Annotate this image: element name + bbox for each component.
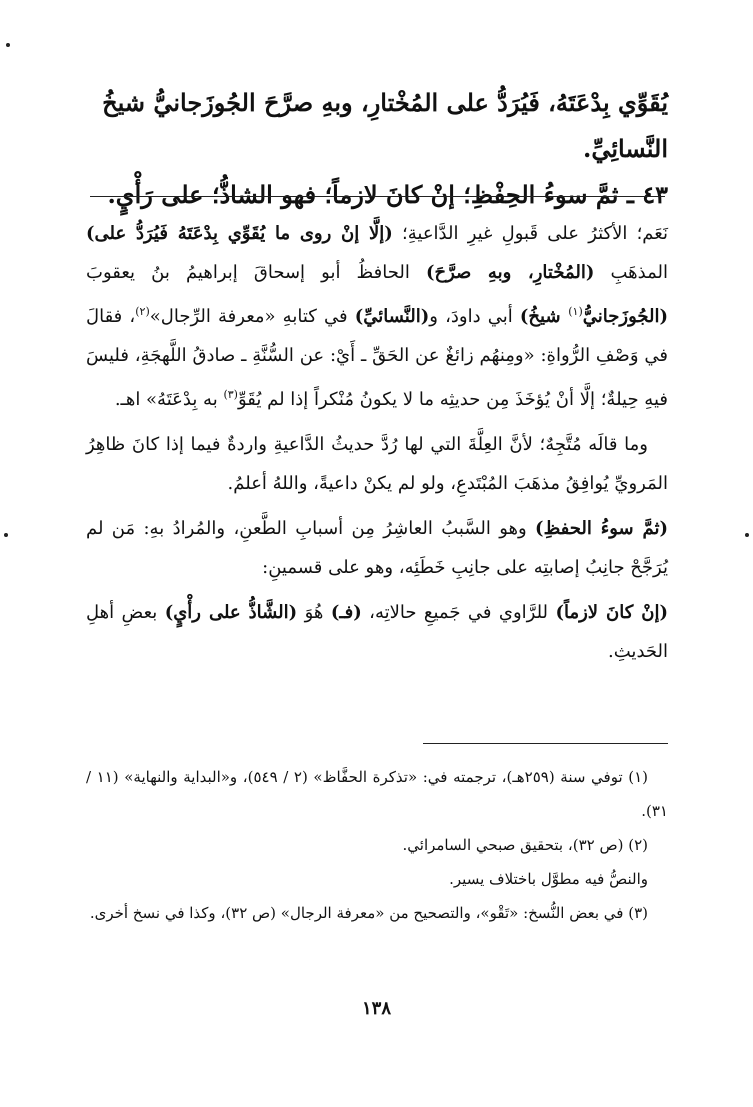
bold-matn-quote: (المُخْتارِ، وبهِ صرَّحَ) [425,262,595,283]
commentary-paragraph-1 [86,214,668,419]
page-number: ١٣٨ [361,998,391,1019]
footnote-2: (٢) (ص ٣٢)، بتحقيق صبحي السامرائي. [402,836,648,854]
footnote-3: (٣) في بعض النُّسخ: «تَقْو»، والتصحيح من «معرفة الرجال» (ص ٣٢)، وكذا في نسخ أخرى. [89,904,648,922]
commentary-paragraph-3 [86,509,668,587]
margin-mark [6,43,10,47]
bold-matn-quote: (إنْ كانَ لازماً) [555,602,668,623]
footnote-1: (١) توفي سنة (٢٥٩هـ)، ترجمته في: «تذكرة الحفَّاظ» (٢ / ٥٤٩)، و«البداية والنهاية» (١١ / ٣١). [86,768,668,820]
commentary-run: وهو السَّببُ العاشِرُ مِن أسبابِ الطَّعنِ، والمُرادُ بهِ: مَن لم يُرَجَّحْ جانِبُ إصابتِه على جانِبِ خَطَئِه، وهو على قسمينِ: [86,518,668,578]
commentary-run: المذهَبِ [594,262,668,283]
bold-matn-quote: (ثمَّ سوءُ الحفظِ) [535,518,668,539]
commentary-run: ، فقالَ في وَصْفِ الرُّواةِ: «ومِنهُم زائغٌ عن الحَقِّ ـ أَيْ: عن السُّنَّةِ ـ صادقُ اللَّهجَةِ، فليسَ فيهِ حِيلةٌ؛ إلَّا أنْ يُؤخَذَ مِن حديثِه ما لا يكونُ مُنْكراً إذا لم يُقَوِّ [86,306,668,410]
footnote-ref: (٢) [135,305,150,318]
commentary-paragraph-4 [86,593,668,671]
bold-matn-quote: (الشَّاذُّ على رأْيٍ) [164,602,298,623]
matn-text [78,80,668,218]
matn-line-2: ٤٣ ـ ثمَّ سوءُ الحِفْظِ؛ إنْ كانَ لازماً؛ فهو الشاذُّ؛ على رَأْيٍ. [107,180,668,209]
bold-matn-quote: شيخُ) [519,306,569,327]
footnote-divider [423,743,668,744]
footnote-ref: (١) [568,305,583,318]
commentary-run: الحافظُ أبو إسحاقَ إبراهيمُ بنُ يعقوبَ [86,262,426,283]
commentary-run: نَعَم؛ الأكثرُ على قَبولِ غيرِ الدَّاعيةِ؛ [392,223,668,244]
footnotes [86,760,668,930]
bold-matn-quote: (فـ) [330,602,362,623]
commentary-paragraph-2: وما قالَه مُتَّجِهٌ؛ لأنَّ العِلَّةَ التي لها رُدَّ حديثُ الدَّاعيةِ واردةٌ فيما إذا كانَ ظاهِرُ المَرويِّ يُوافِقُ مذهَبَ المُبْتَدعِ، ولو لم يكنْ داعيةً، واللهُ أعلمُ. [86,434,668,494]
matn-line-1: يُقَوِّي بِدْعَتَهُ، فَيُرَدُّ على المُخْتارِ، وبهِ صرَّحَ الجُوزَجانيُّ شيخُ النَّسائِيِّ. [102,88,668,163]
commentary [86,214,668,677]
matn-divider [90,196,665,197]
margin-mark [745,533,749,537]
commentary-run: به بِدْعَتَهُ» اهـ. [114,389,224,410]
bold-matn-quote: (إلَّا إنْ روى ما يُقَوِّي بِدْعَتَهُ فَيُرَدُّ على) [86,223,393,244]
commentary-run: للرَّاوي في جَميعِ حالاتِه، [361,602,556,623]
commentary-run: في كتابهِ «معرفة الرِّجال» [149,306,355,327]
bold-matn-quote: (الجُوزَجانيُّ [582,306,669,327]
commentary-run: هُوَ [297,602,331,623]
bold-matn-quote: (النَّسائيِّ) [354,306,430,327]
footnote-ref: (٣) [223,388,238,401]
commentary-run: أبي داودَ، و [429,306,520,327]
commentary-run: بعضِ أهلِ الحَديثِ. [86,602,668,662]
margin-mark [4,533,8,537]
footnote-2-continued: والنصُّ فيه مطوَّل باختلاف يسير. [449,870,648,888]
